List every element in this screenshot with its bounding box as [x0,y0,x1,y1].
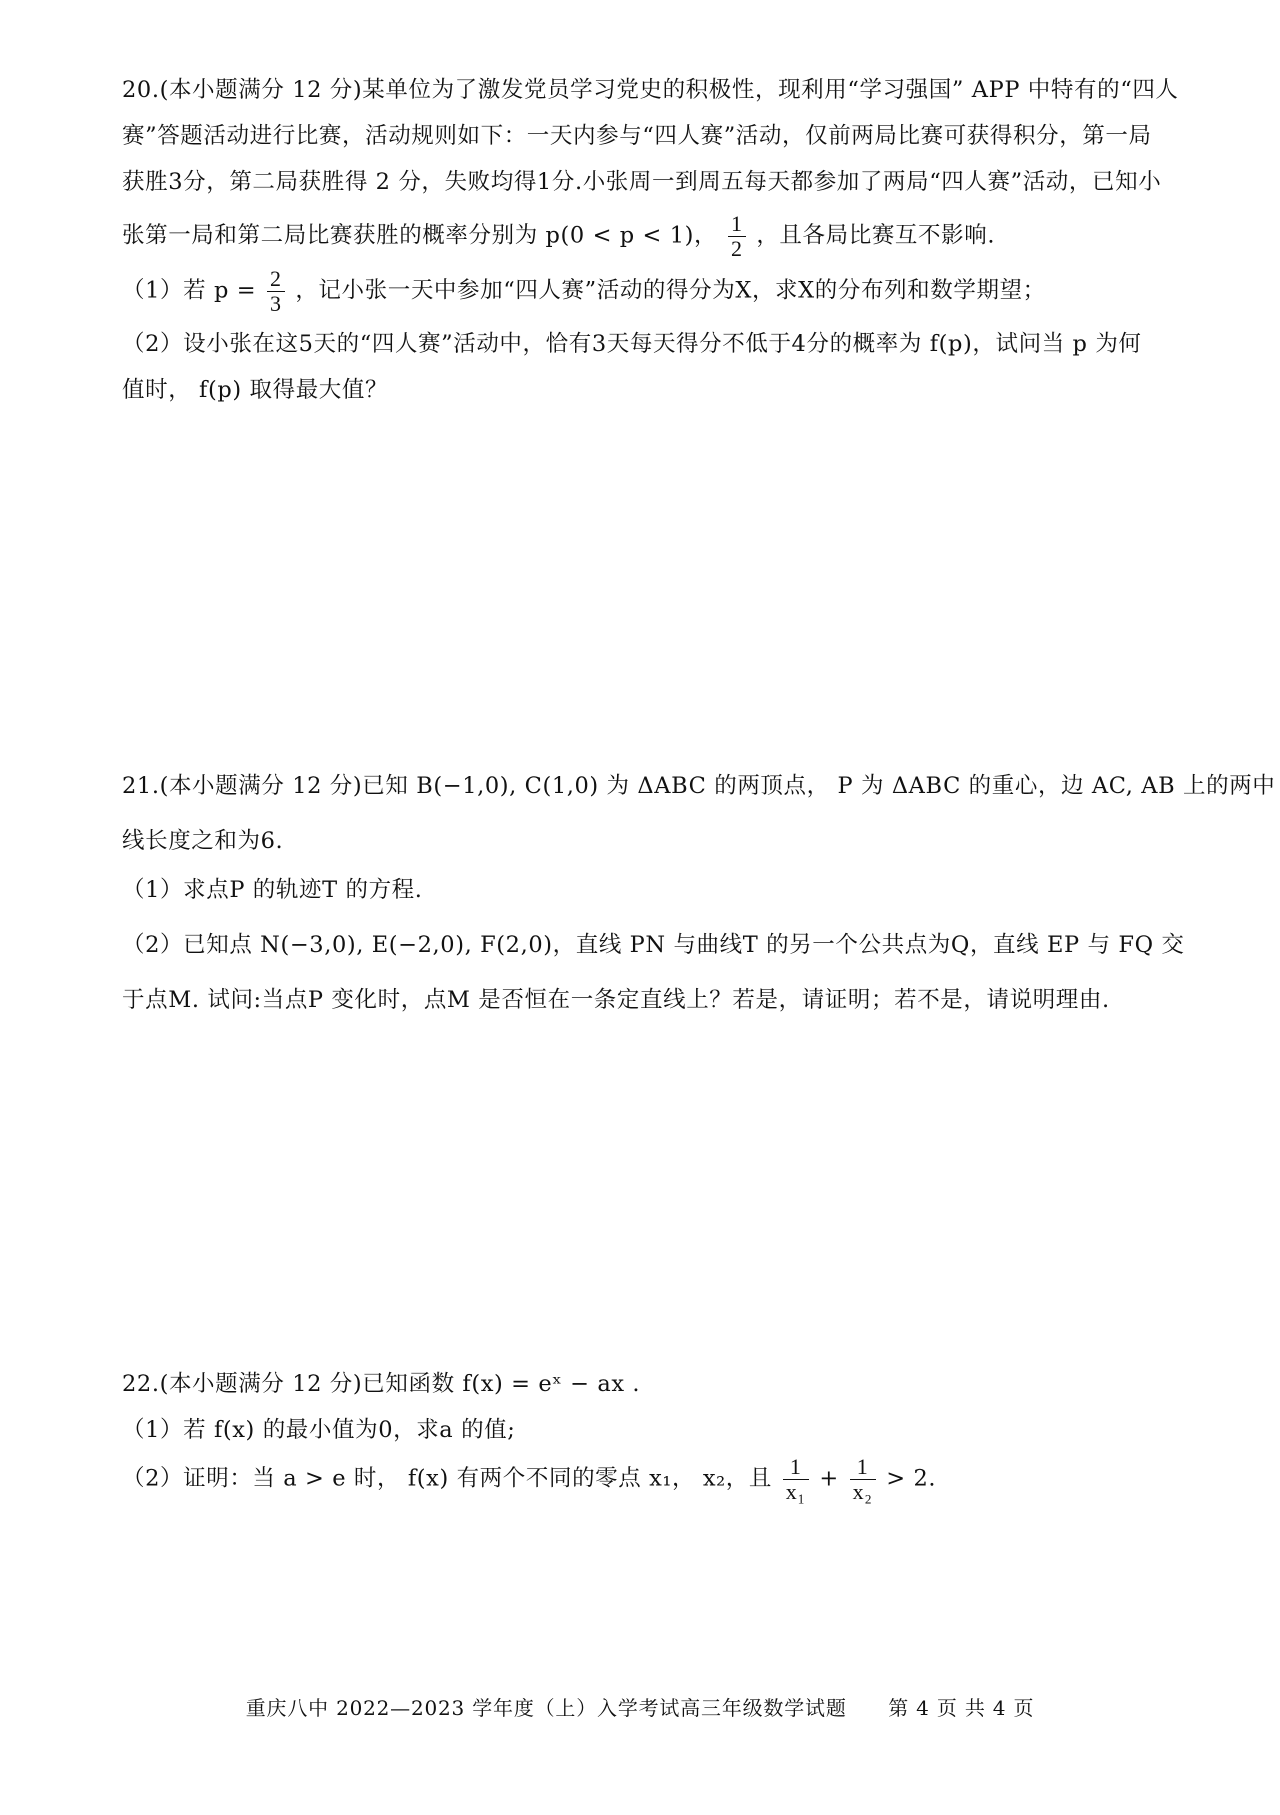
fraction-one-over-x1 [783,1455,809,1504]
q20-part-1-text-b: ，记小张一天中参加“四人赛”活动的得分为X，求X的分布列和数学期望； [295,277,1046,304]
fraction-two-thirds [267,267,285,316]
q21-line-1: 21.(本小题满分 12 分)已知 B(−1,0), C(1,0) 为 ΔABC 的两顶点， P 为 ΔABC 的重心，边 AC, AB 上的两中 [122,773,1276,799]
fraction-one-over-x2 [850,1455,876,1504]
fraction-numerator: 1 [850,1455,876,1480]
q22-part-2-text-a: （2）证明：当 a > e 时， f(x) 有两个不同的零点 x₁， x₂，且 [122,1465,773,1492]
q21-part-2-line-1: （2）已知点 N(−3,0), E(−2,0), F(2,0)，直线 PN 与曲线T 的另一个公共点为Q，直线 EP 与 FQ 交 [122,932,1185,958]
fraction-numerator: 1 [728,212,746,237]
problem-21 [122,770,1276,1017]
q20-line-2: 赛”答题活动进行比赛，活动规则如下：一天内参与“四人赛”活动，仅前两局比赛可获得积分，第一局 [122,123,1152,149]
page-footer: 重庆八中 2022—2023 学年度（上）入学考试高三年级数学试题 第 4 页 共 4 页 [245,1696,1035,1720]
fraction-denominator: x₁ [785,1479,806,1504]
fraction-one-half [728,212,746,261]
plus-sign: + [819,1465,839,1492]
q20-line-1: 20.(本小题满分 12 分)某单位为了激发党员学习党史的积极性，现利用“学习强国” APP 中特有的“四人 [122,77,1179,103]
q20-line-3: 获胜3分，第二局获胜得 2 分，失败均得1分.小张周一到周五每天都参加了两局“四人赛”活动，已知小 [122,169,1162,195]
q21-line-2: 线长度之和为6. [122,828,284,854]
q20-part-1 [122,267,1158,316]
fraction-numerator: 1 [783,1455,809,1480]
fraction-numerator: 2 [267,267,285,292]
q20-part-2-line-1: （2）设小张在这5天的“四人赛”活动中，恰有3天每天得分不低于4分的概率为 f(p)，试问当 p 为何 [122,331,1142,357]
fraction-denominator: 2 [730,236,743,261]
q20-line-4 [122,212,1158,261]
q20-part-1-text-a: （1）若 p = [122,277,257,304]
fraction-denominator: 3 [269,291,282,316]
q22-part-2 [122,1455,1158,1504]
q21-part-1: （1）求点P 的轨迹T 的方程. [122,877,423,903]
q21-part-2-line-2: 于点M. 试问:当点P 变化时，点M 是否恒在一条定直线上？若是，请证明；若不是，请说明理由. [122,987,1110,1013]
q22-part-1: （1）若 f(x) 的最小值为0，求a 的值; [122,1417,516,1443]
q22-part-2-text-b: > 2. [886,1465,937,1492]
problem-20 [122,74,1179,407]
fraction-denominator: x₂ [852,1479,873,1504]
q20-part-2-line-2: 值时， f(p) 取得最大值？ [122,377,389,403]
q22-line-1: 22.(本小题满分 12 分)已知函数 f(x) = eˣ − ax . [122,1371,641,1397]
q20-line-4-text-a: 张第一局和第二局比赛获胜的概率分别为 p(0 < p < 1)， [122,222,718,249]
q20-line-4-text-b: ，且各局比赛互不影响. [756,222,996,249]
problem-22 [122,1368,1158,1504]
